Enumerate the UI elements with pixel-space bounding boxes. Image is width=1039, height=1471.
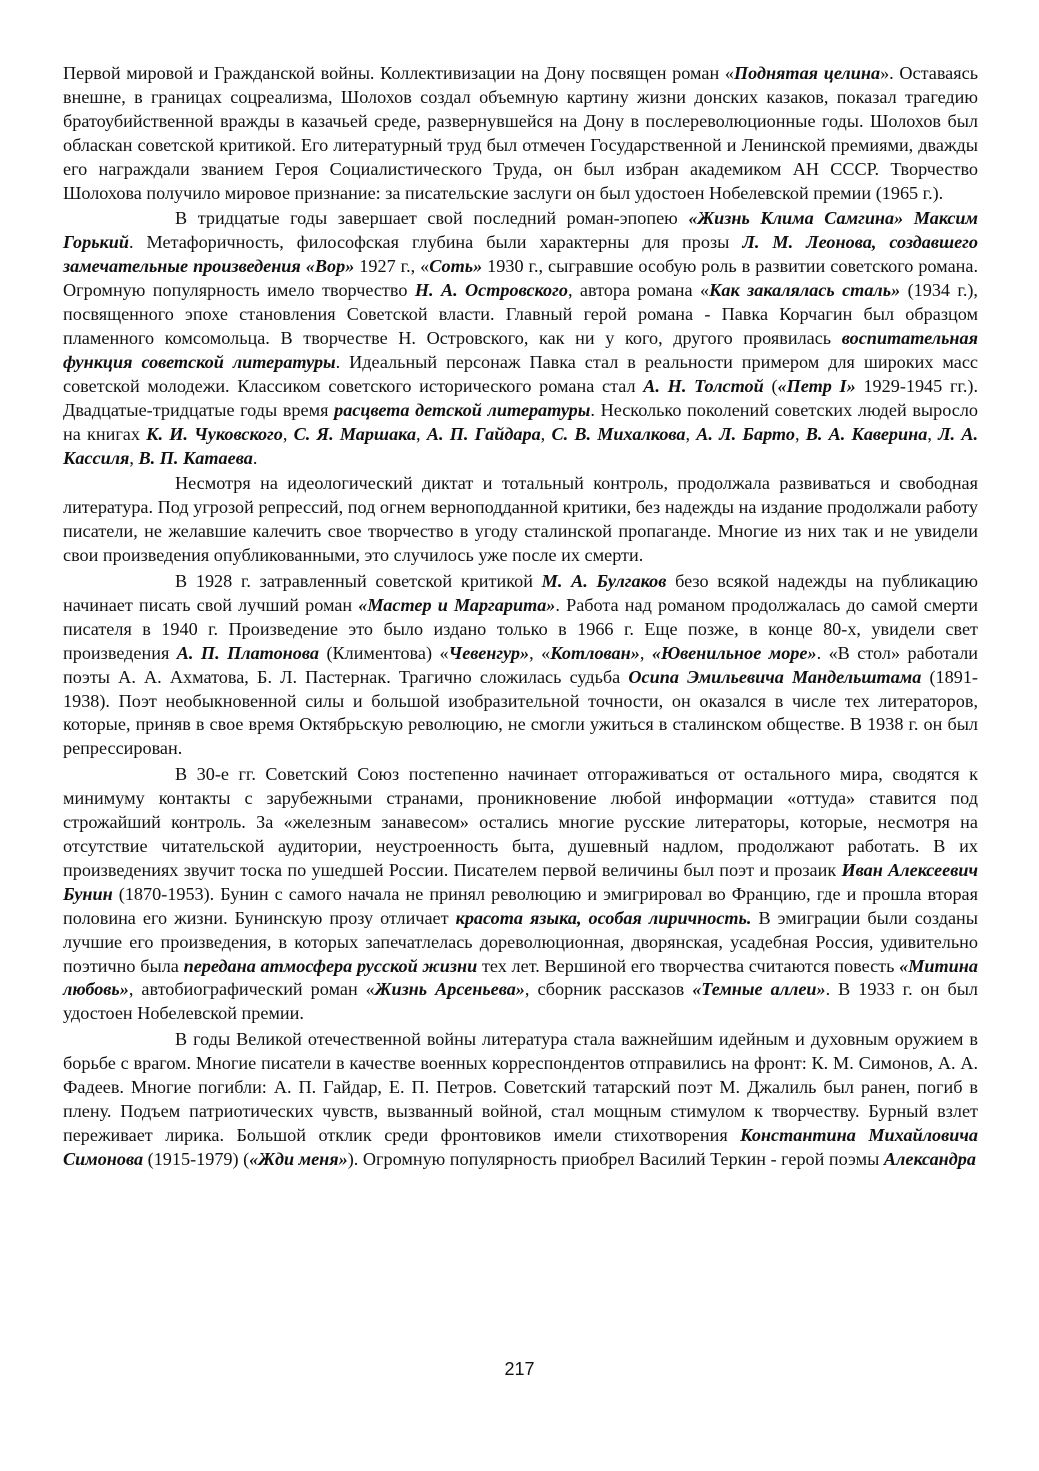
body-text: безо всякой надежды на публикацию начинает писать свой лучший роман: [63, 571, 978, 615]
body-text: (1934 г.), посвященного эпохе становления Советской власти. Главный герой романа - Павка Корчагин был образцом пламенного комсомольца. В творчестве Н. Островского, как ни у кого, другого проявилась: [63, 280, 978, 348]
emphasis-text: Н. А. Островского: [414, 280, 568, 301]
body-text: (Климентова) «: [318, 642, 449, 663]
body-text: Первой мировой и Гражданской войны. Коллективизации на Дону посвящен роман «: [63, 63, 734, 83]
emphasis-text: «Темные аллеи»: [692, 979, 826, 1000]
emphasis-text: Жизнь Арсеньева»: [374, 979, 525, 1000]
body-text: . Несколько поколений советских людей выросло на книгах: [63, 399, 979, 444]
emphasis-text: воспитательная функция советской литературы: [63, 327, 978, 372]
body-text: .: [252, 447, 258, 468]
emphasis-text: Александра: [883, 1148, 976, 1169]
body-text: . Метафоричность, философская глубина были характерны для прозы: [129, 232, 743, 253]
body-text: . В 1933 г. он был удостоен Нобелевской премии.: [63, 979, 978, 1024]
body-text: (1870-1953). Бунин с самого начала не принял революцию и эмигрировал во Францию, где и прошла вторая половина его жизни. Бунинскую прозу отличает: [63, 883, 978, 928]
body-text: (: [763, 375, 778, 396]
body-text: , автобиографический роман «: [128, 979, 375, 1000]
emphasis-text: М. А. Булгаков: [541, 571, 667, 592]
emphasis-text: К. И. Чуковского: [146, 423, 283, 444]
body-text: . Работа над романом продолжалась до самой смерти писателя в 1940 г. Произведение это было издано только в 1966 г. Еще позже, в конце 80-х, увидели свет произведения: [63, 594, 978, 663]
emphasis-text: «Жди меня»: [249, 1148, 348, 1169]
body-text: 1929-1945 гг.). Двадцатые-тридцатые годы время: [63, 375, 978, 420]
body-text: ). Огромную популярность приобрел Василий Теркин - герой поэмы: [347, 1148, 884, 1169]
emphasis-text: передана атмосфера русской жизни: [183, 955, 478, 976]
emphasis-text: «Жизнь Клима Самгина» Максим Горький: [63, 208, 978, 253]
body-text: тех лет. Вершиной его творчества считаются повесть: [477, 955, 900, 976]
body-text: . Идеальный персонаж Павка стал в реальности примером для широких масс советской молодежи. Классиком советского исторического романа стал: [63, 351, 978, 396]
body-text: ,: [927, 423, 939, 444]
emphasis-text: красота языка, особая лиричность.: [455, 907, 752, 928]
paragraph: [63, 472, 978, 568]
body-text: В тридцатые годы завершает свой последний роман-эпопею: [175, 208, 689, 229]
emphasis-text: С. Я. Маршака: [293, 423, 417, 444]
document-body: [63, 62, 978, 1174]
emphasis-text: Соть»: [429, 256, 483, 277]
body-text: Несмотря на идеологический диктат и тотальный контроль, продолжала развиваться и свободная литература. Под угрозой репрессий, под огнем верноподданной критики, без надежды на издание продолжали работу писатели, не желавшие калечить свое творчество в угоду сталинской пропаганде. Многие из них так и не увидели свои произведения опубликованными, это случилось уже после их смерти.: [63, 473, 978, 566]
emphasis-text: расцвета детской литературы: [334, 399, 591, 420]
page-number: 217: [504, 1359, 535, 1379]
paragraph: [63, 62, 978, 205]
body-text: (1891-1938). Поэт необыкновенной силы и большой изобразительной точности, он оказался в числе тех литераторов, которые, приняв в свое время Октябрьскую революцию, не смогли ужиться в сталинском обществе. В 1938 г. он был репрессирован.: [63, 666, 978, 759]
emphasis-text: А. П. Гайдара: [426, 423, 541, 444]
emphasis-text: Константина Михайловича Симонова: [63, 1124, 979, 1169]
emphasis-text: А. Л. Барто: [696, 423, 795, 444]
body-text: (1915-1979) (: [143, 1148, 250, 1169]
body-text: В 1928 г. затравленный советской критикой: [175, 571, 542, 592]
emphasis-text: А. П. Платонова: [176, 642, 319, 663]
emphasis-text: В. П. Катаева: [138, 447, 253, 468]
body-text: ,: [639, 642, 652, 663]
body-text: , автора романа «: [567, 280, 710, 301]
paragraph: [63, 570, 978, 761]
body-text: 1927 г., «: [354, 256, 430, 277]
body-text: В годы Великой отечественной войны литература стала важнейшим идейным и духовным оружием в борьбе с врагом. Многие писатели в качестве военных корреспондентов отправились на фронт: К. М. Симонов, А. А. Фадеев. Многие погибли: А. П. Гайдар, Е. П. Петров. Советский татарский поэт М. Джалиль был ранен, погиб в плену. Подъем патриотических чувств, вызванный войной, стал мощным стимулом к творчеству. Бурный взлет переживает лирика. Большой отклик среди фронтовиков имели стихотворения: [63, 1029, 978, 1145]
body-text: ,: [129, 447, 139, 468]
emphasis-text: Котлован»: [550, 642, 640, 663]
emphasis-text: Поднятая целина: [733, 63, 881, 83]
body-text: В 30-е гг. Советский Союз постепенно начинает отгораживаться от остального мира, сводятся к минимуму контакты с зарубежными странами, проникновение любой информации «оттуда» ставится под строжайший контроль. За «железным занавесом» остались многие русские литераторы, которые, несмотря на отсутствие читательской аудитории, неустроенность быта, душевный надлом, продолжают работать. В их произведениях звучит тоска по ушедшей России. Писателем первой величины был поэт и прозаик: [63, 764, 978, 880]
paragraph: [63, 1028, 978, 1171]
emphasis-text: Иван Алексеевич Бунин: [63, 859, 978, 904]
body-text: , «: [529, 642, 551, 663]
emphasis-text: В. А. Каверина: [805, 423, 928, 444]
emphasis-text: Л. М. Леонова, создавшего замечательные произведения «Вор»: [63, 232, 978, 277]
body-text: В эмиграции были созданы лучшие его произведения, в которых запечатлелась дореволюционная, дворянская, усадебная Россия, удивительно поэтично была: [63, 907, 979, 976]
paragraph: [63, 763, 978, 1026]
emphasis-text: А. Н. Толстой: [643, 375, 764, 396]
emphasis-text: С. В. Михалкова: [551, 423, 686, 444]
body-text: ,: [685, 423, 697, 444]
emphasis-text: Как закалялась сталь»: [709, 280, 901, 301]
emphasis-text: Чевенгур»: [448, 642, 530, 663]
body-text: ,: [416, 423, 427, 444]
emphasis-text: «Мастер и Маргарита»: [358, 594, 556, 615]
emphasis-text: Осипа Эмильевича Мандельштама: [628, 666, 922, 687]
body-text: ,: [540, 423, 552, 444]
body-text: 1930 г., сыгравшие особую роль в развитии советского романа. Огромную популярность имело творчество: [63, 256, 978, 301]
body-text: ,: [794, 423, 806, 444]
body-text: ». Оставаясь внешне, в границах соцреализма, Шолохов создал объемную картину жизни донских казаков, показал трагедию братоубийственной вражды в казачьей среде, развернувшейся на Дону в послереволюционные годы. Шолохов был обласкан советской критикой. Его литературный труд был отмечен Государственной и Ленинской премиями, дважды его награждали званием Героя Социалистического Труда, он был избран академиком АН СССР. Творчество Шолохова получило мировое признание: за писательские заслуги он был удостоен Нобелевской премии (1965 г.).: [63, 63, 978, 203]
body-text: ,: [282, 423, 294, 444]
body-text: , сборник рассказов: [524, 979, 693, 1000]
body-text: . «В стол» работали поэты А. А. Ахматова, Б. Л. Пастернак. Трагично сложилась судьба: [63, 642, 979, 687]
emphasis-text: «Ювенильное море»: [651, 642, 817, 663]
paragraph: [63, 207, 978, 470]
emphasis-text: «Петр I»: [777, 375, 856, 396]
emphasis-text: «Митина любовь»: [63, 955, 978, 1000]
emphasis-text: Л. А. Кассиля: [63, 423, 978, 468]
